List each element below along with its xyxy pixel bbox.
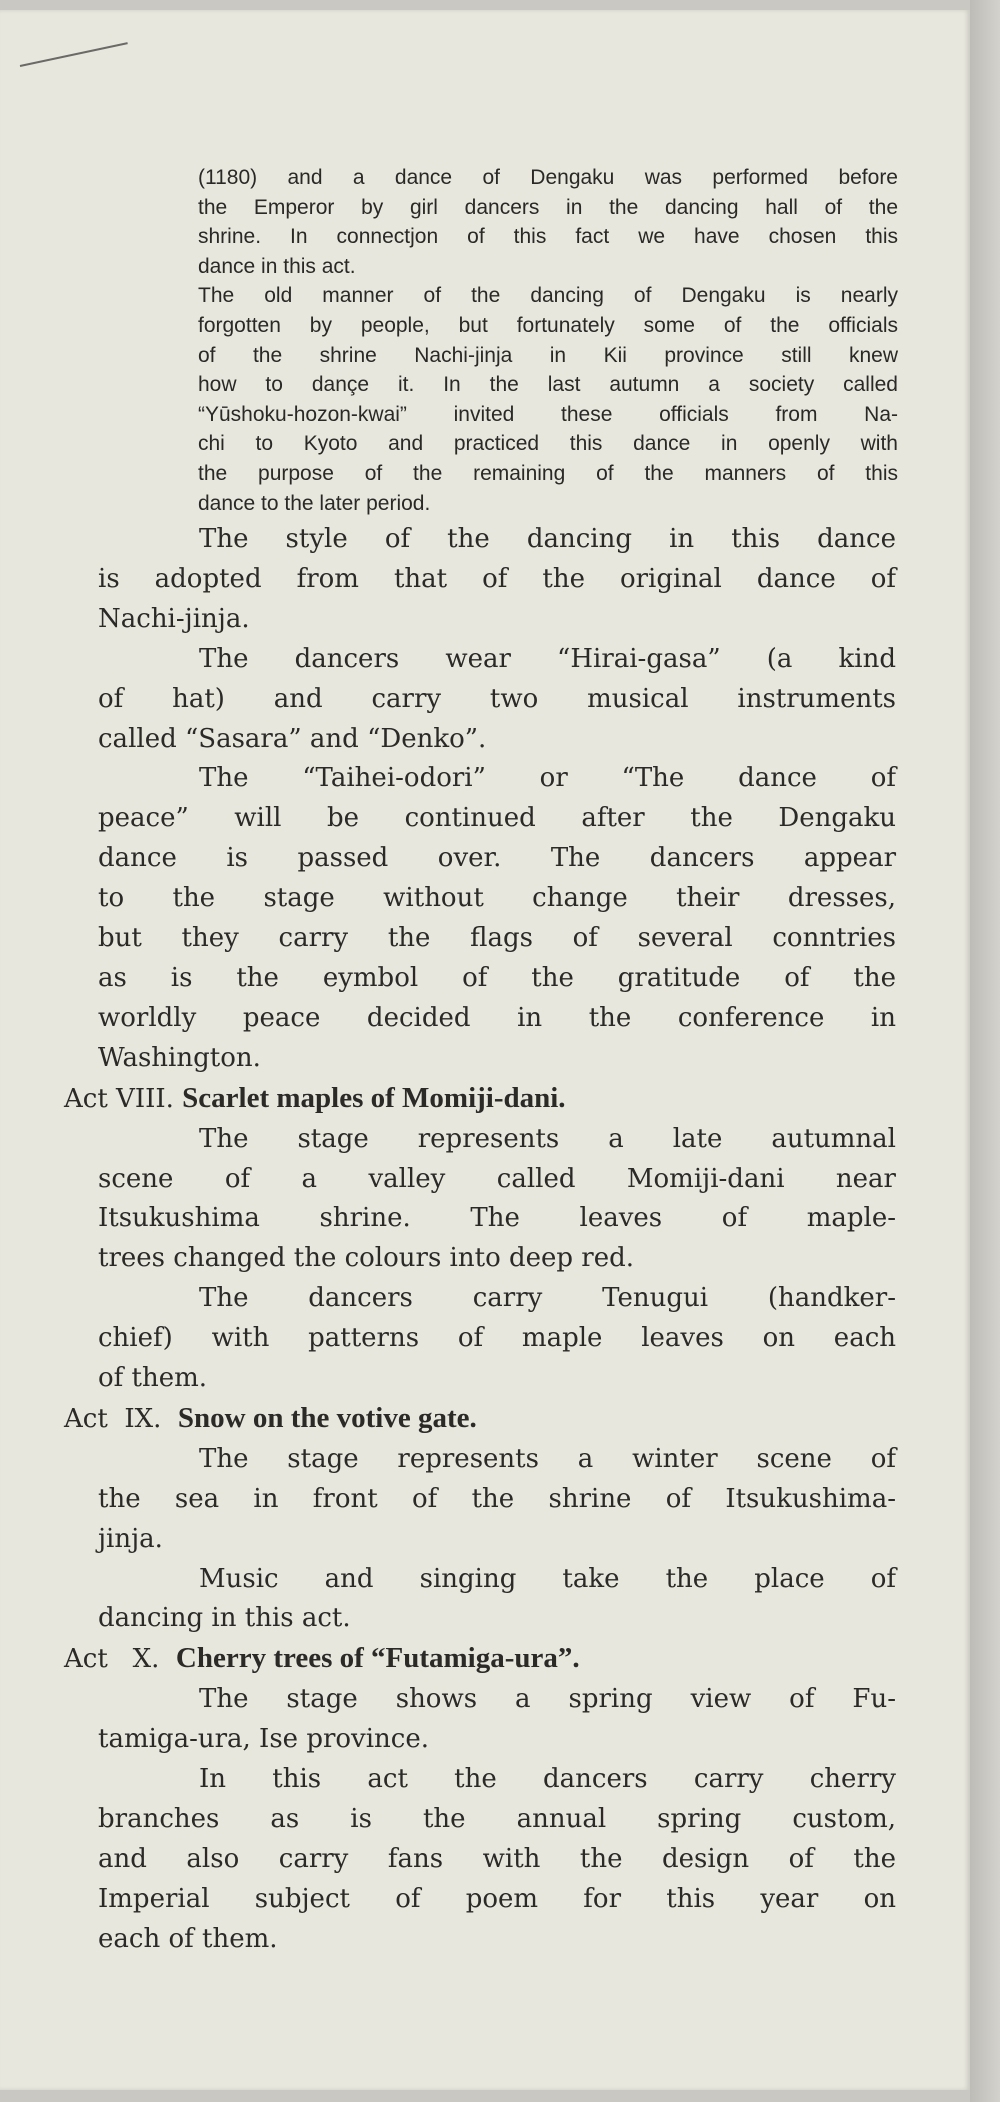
text-line: Itsukushima shrine. The leaves of maple- [98,1203,896,1234]
intro-line: the purpose of the remaining of the manners of this [198,461,898,485]
text-line: The stage represents a winter scene of [199,1443,896,1474]
intro-line: (1180) and a dance of Dengaku was performed before [198,166,898,189]
text-line: The “Taihei-odori” or “The dance of [199,763,896,794]
paragraph [64,1680,896,1760]
text-line: of hat) and carry two musical instruments [98,683,896,714]
text-line: The stage represents a late autumnal [199,1123,896,1154]
text-line: dance is passed over. The dancers appear [98,843,896,874]
text-line: The dancers carry Tenugui (handker- [199,1283,896,1314]
text-line: tamiga-ura, Ise province. [98,1724,430,1755]
act-label: Act X. [64,1644,176,1675]
text-line: is adopted from that of the original dance of [98,563,896,594]
paragraph [64,1560,896,1640]
intro-line: dance to the later period. [198,491,431,515]
paragraph [64,1120,896,1280]
paragraph [64,520,896,640]
background-surface [970,0,1000,2102]
act-heading [64,1639,896,1680]
text-line: worldly peace decided in the conference in [98,1002,896,1033]
text-line: The style of the dancing in this dance [199,524,896,554]
text-line: and also carry fans with the design of the [98,1843,896,1874]
text-line: peace” will be continued after the Dengaku [98,803,896,834]
text-line: Imperial subject of poem for this year on [98,1883,896,1914]
text-line: scene of a valley called Momiji-dani near [98,1163,896,1194]
paragraph [64,1440,896,1560]
text-line: branches as is the annual spring custom, [98,1804,896,1834]
intro-line: forgotten by people, but fortunately some of the officials [198,313,898,337]
text-line: In this act the dancers carry cherry [199,1764,896,1795]
text-line: of them. [98,1363,208,1394]
paper-crease [20,42,128,67]
act-label: Act IX. [64,1403,178,1434]
text-line: jinja. [98,1523,163,1554]
act-heading [64,1079,896,1120]
text-line: The stage shows a spring view of Fu- [199,1684,896,1715]
act-title: Scarlet maples of Momiji-dani. [182,1081,566,1114]
intro-line: the Emperor by girl dancers in the dancing hall of the [198,195,898,219]
intro-line: The old manner of the dancing of Dengaku is nearly [198,284,898,308]
paragraph [64,759,896,1078]
intro-line: chi to Kyoto and practiced this dance in openly with [198,432,898,456]
act-title: Snow on the votive gate. [177,1401,477,1434]
text-line: but they carry the flags of several conntries [98,923,896,954]
text-line: Music and singing take the place of [199,1563,896,1594]
intro-line: how to dançe it. In the last autumn a society called [198,373,898,397]
main-text-block [64,520,896,1960]
text-line: each of them. [98,1923,278,1954]
act-title: Cherry trees of “Futamiga-ura”. [175,1642,580,1675]
text-line: chief) with patterns of maple leaves on each [98,1323,896,1354]
intro-line: dance in this act. [198,254,356,278]
intro-line: of the shrine Nachi-jinja in Kii province still knew [198,343,898,367]
intro-line: “Yūshoku-hozon-kwai” invited these officials from Na- [198,402,898,426]
text-line: trees changed the colours into deep red. [98,1243,635,1274]
text-line: to the stage without change their dresses, [98,883,896,914]
intro-text-block [198,163,898,518]
text-line: as is the eymbol of the gratitude of the [98,962,896,993]
text-line: called “Sasara” and “Denko”. [98,723,487,754]
intro-line: shrine. In connectjon of this fact we have chosen this [198,225,898,249]
paragraph [64,1760,896,1960]
paragraph [64,640,896,760]
text-line: dancing in this act. [98,1603,351,1634]
act-label: Act VIII. [64,1083,183,1114]
text-line: Nachi-jinja. [98,603,250,634]
text-line: Washington. [98,1042,261,1073]
text-line: The dancers wear “Hirai-gasa” (a kind [199,643,896,674]
act-heading [64,1399,896,1440]
text-line: the sea in front of the shrine of Itsukushima- [98,1483,896,1514]
paragraph [64,1279,896,1399]
